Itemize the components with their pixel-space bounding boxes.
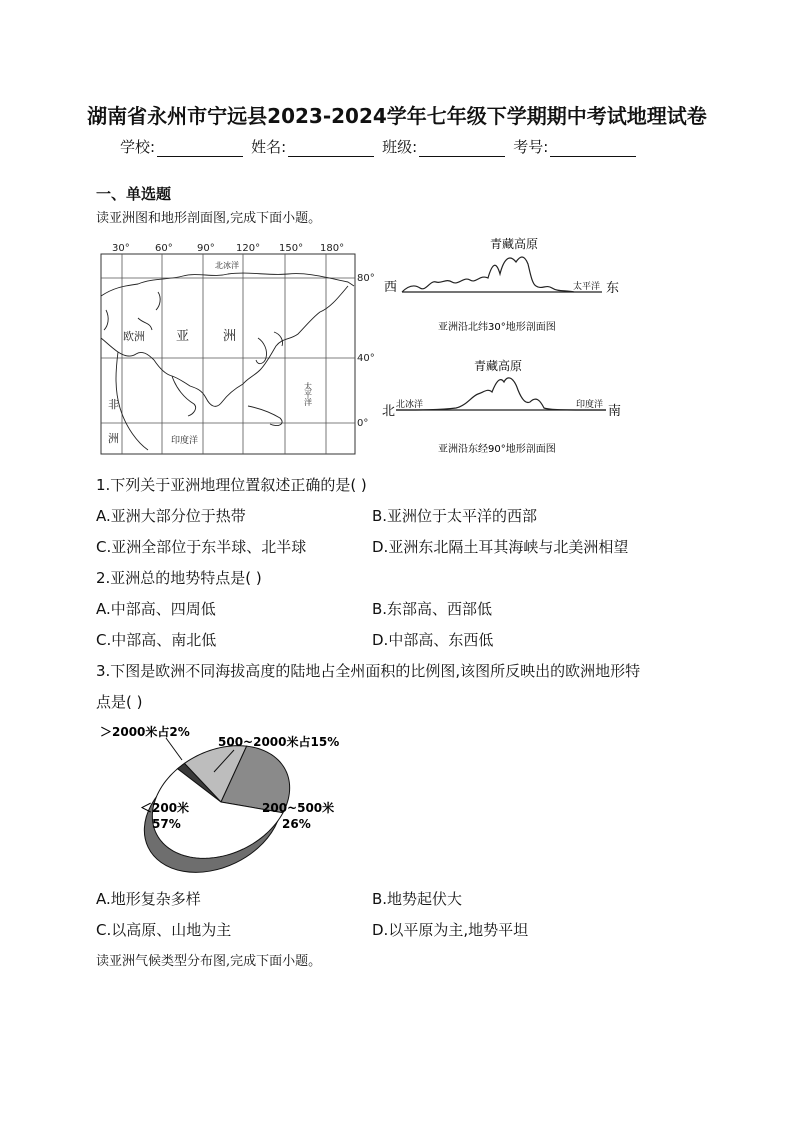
lon-label: 120° [236, 243, 261, 254]
lon-label: 180° [320, 243, 345, 254]
exam-no-blank[interactable] [550, 140, 636, 157]
q2-option-d[interactable]: D.中部高、东西低 [372, 631, 494, 649]
exam-no-label: 考号: [513, 138, 549, 156]
intro-text-2: 读亚洲气候类型分布图,完成下面小题。 [96, 954, 322, 969]
label-lt200-b: 57% [152, 817, 181, 831]
profile2-terrain [396, 378, 606, 410]
map-label-asia-2: 洲 [223, 329, 237, 344]
profile-90e [380, 352, 630, 457]
q3-option-c[interactable]: C.以高原、山地为主 [96, 921, 232, 939]
lon-label: 90° [197, 243, 215, 254]
profile-30n [380, 234, 630, 339]
q1-option-b[interactable]: B.亚洲位于太平洋的西部 [372, 507, 538, 525]
student-info-row [120, 136, 644, 157]
q3-option-d[interactable]: D.以平原为主,地势平坦 [372, 921, 529, 939]
section-heading: 一、单选题 [96, 185, 172, 203]
profile1-pacific-label: 太平洋 [573, 282, 601, 292]
profile2-north-label: 北 [382, 404, 396, 419]
lon-label: 150° [279, 243, 304, 254]
class-label: 班级: [382, 138, 418, 156]
profile2-south-label: 南 [608, 404, 622, 419]
profile1-terrain [402, 257, 574, 292]
label-gt2000: ＞2000米占2% [100, 725, 190, 739]
q3-stem-line2: 点是( ) [96, 693, 143, 711]
q3-option-a[interactable]: A.地形复杂多样 [96, 890, 201, 908]
label-200-500-a: 200~500米 [262, 801, 335, 815]
name-label: 姓名: [251, 138, 287, 156]
map-label-europe: 欧洲 [123, 330, 145, 343]
profile1-east-label: 东 [606, 281, 620, 296]
school-label: 学校: [120, 138, 156, 156]
asia-map [98, 238, 378, 458]
q1-option-d[interactable]: D.亚洲东北隔土耳其海峡与北美洲相望 [372, 538, 629, 556]
q3-option-b[interactable]: B.地势起伏大 [372, 890, 463, 908]
page-title: 湖南省永州市宁远县2023-2024学年七年级下学期期中考试地理试卷 [87, 104, 707, 128]
leader-line-gt2000 [166, 738, 182, 760]
class-blank[interactable] [419, 140, 505, 157]
school-blank[interactable] [157, 140, 243, 157]
lat-label: 80° [357, 273, 375, 284]
profile2-indian-label: 印度洋 [576, 400, 604, 410]
map-label-africa-1: 非 [108, 398, 119, 411]
q1-stem: 1.下列关于亚洲地理位置叙述正确的是( ) [96, 476, 367, 494]
profile1-caption: 亚洲沿北纬30°地形剖面图 [438, 322, 556, 333]
q3-stem-line1: 3.下图是欧洲不同海拔高度的陆地占全州面积的比例图,该图所反映出的欧洲地形特 [96, 662, 641, 680]
name-blank[interactable] [288, 140, 374, 157]
map-label-pacific: 太平洋 [303, 382, 313, 406]
intro-text-1: 读亚洲图和地形剖面图,完成下面小题。 [96, 211, 322, 226]
lat-label: 0° [357, 418, 369, 429]
lat-label: 40° [357, 353, 375, 364]
q2-option-c[interactable]: C.中部高、南北低 [96, 631, 217, 649]
q1-option-a[interactable]: A.亚洲大部分位于热带 [96, 507, 246, 525]
q2-option-b[interactable]: B.东部高、西部低 [372, 600, 493, 618]
map-label-arctic: 北冰洋 [215, 261, 239, 270]
elevation-pie-chart [96, 720, 356, 880]
q2-stem: 2.亚洲总的地势特点是( ) [96, 569, 262, 587]
profile2-caption: 亚洲沿东经90°地形剖面图 [438, 444, 556, 455]
q2-option-a[interactable]: A.中部高、四周低 [96, 600, 216, 618]
lon-label: 30° [112, 243, 130, 254]
coastline [101, 273, 354, 450]
profile2-arctic-label: 北冰洋 [396, 400, 424, 410]
map-label-indian-ocean: 印度洋 [171, 436, 199, 446]
profile1-peak-label: 青藏高原 [490, 237, 539, 251]
label-lt200-a: ＜200米 [140, 801, 190, 815]
lon-label: 60° [155, 243, 173, 254]
map-label-africa-2: 洲 [108, 432, 119, 445]
q1-option-c[interactable]: C.亚洲全部位于东半球、北半球 [96, 538, 307, 556]
profile1-west-label: 西 [384, 280, 398, 295]
label-200-500-b: 26% [282, 817, 311, 831]
label-500-2000: 500~2000米占15% [218, 735, 340, 749]
map-label-asia-1: 亚 [176, 329, 190, 344]
profile2-peak-label: 青藏高原 [474, 359, 523, 373]
